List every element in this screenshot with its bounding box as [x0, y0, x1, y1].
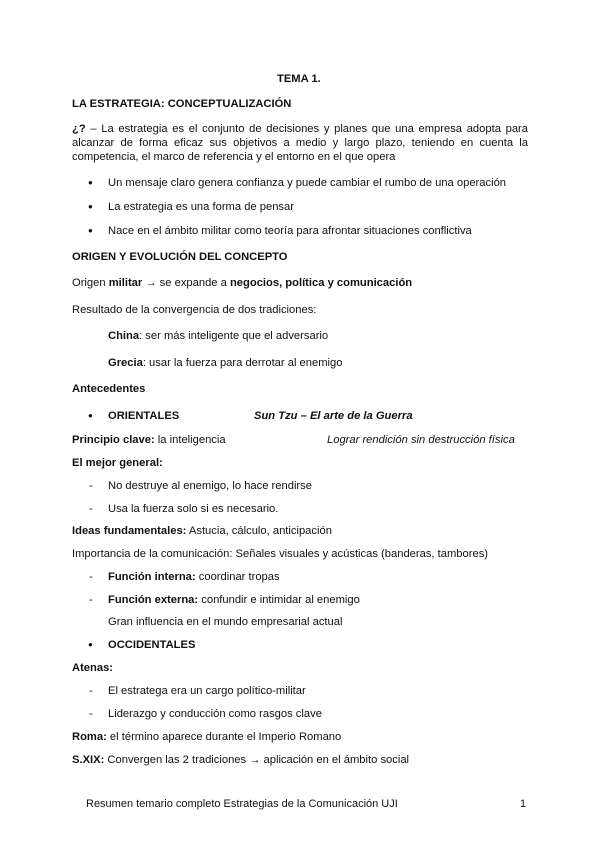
convergence-text: Resultado de la convergencia de dos tradiciones:	[72, 304, 317, 316]
page-number: 1	[520, 798, 527, 810]
definition-text: – La estrategia es el conjunto de decisiones y planes que una empresa adopta para alcanzar de forma eficaz sus objetivos a medio y largo plazo, teniendo en cuenta la competencia, el marco de referencia y el entorno en el que opera	[72, 123, 528, 163]
origin-arrow-text: → se expande a	[142, 277, 230, 289]
page-title: TEMA 1.	[277, 73, 321, 85]
roma-label: Roma:	[72, 731, 107, 743]
china-label: China	[108, 330, 140, 342]
sun-tzu-reference: Sun Tzu – El arte de la Guerra	[254, 410, 413, 422]
occidentales-bullet: ● OCCIDENTALES	[108, 638, 195, 652]
definition-paragraph	[72, 122, 528, 164]
ideas-fundamentales	[72, 524, 332, 538]
origin-militar: militar	[108, 277, 143, 289]
dash-item: - Usa la fuerza solo si es necesario.	[108, 502, 278, 516]
china-text: : ser más inteligente que el adversario	[139, 330, 329, 342]
origin-text: Origen	[72, 277, 109, 289]
question-mark: ¿?	[72, 123, 86, 135]
bullet-item: ● La estrategia es una forma de pensar	[108, 200, 294, 214]
principio-clave	[72, 433, 226, 447]
funcion-externa-text: confundir e intimidar al enemigo	[198, 594, 360, 606]
bullet-item: ● Nace en el ámbito militar como teoría para afrontar situaciones conflictiva	[108, 224, 472, 238]
footer-text: Resumen temario completo Estrategias de la Comunicación UJI	[86, 798, 398, 810]
ideas-text: Astucia, cálculo, anticipación	[186, 525, 332, 537]
funcion-externa	[108, 593, 360, 607]
funcion-interna-text: coordinar tropas	[195, 571, 280, 583]
ideas-label: Ideas fundamentales:	[72, 525, 187, 537]
origin-fields: negocios, política y comunicación	[229, 277, 413, 289]
origin-line	[72, 276, 412, 290]
sxix-text: Convergen las 2 tradiciones → aplicación en el ámbito social	[104, 754, 410, 766]
grecia-label: Grecia	[108, 357, 143, 369]
funcion-interna	[108, 570, 280, 584]
dash-item: - Liderazgo y conducción como rasgos clave	[108, 707, 322, 721]
roma-text: el término aparece durante el Imperio Romano	[106, 731, 342, 743]
antecedentes-heading: Antecedentes	[72, 383, 146, 395]
atenas-heading: Atenas:	[72, 662, 114, 674]
importancia-comunicacion: Importancia de la comunicación: Señales visuales y acústicas (banderas, tambores)	[72, 548, 489, 560]
funcion-externa-label: Función externa:	[108, 594, 199, 606]
orientales-bullet: ● ORIENTALES	[108, 409, 179, 423]
mejor-general-heading: El mejor general:	[72, 457, 163, 469]
funcion-interna-label: Función interna:	[108, 571, 196, 583]
roma-line	[72, 730, 341, 744]
principio-text: la inteligencia	[154, 434, 226, 446]
sxix-label: S.XIX:	[72, 754, 105, 766]
dash-item: - El estratega era un cargo político-militar	[108, 684, 306, 698]
section-heading-estrategia: LA ESTRATEGIA: CONCEPTUALIZACIÓN	[72, 98, 292, 110]
principio-label: Principio clave:	[72, 434, 155, 446]
gran-influencia: Gran influencia en el mundo empresarial actual	[108, 616, 343, 628]
tradition-china	[108, 329, 328, 343]
grecia-text: : usar la fuerza para derrotar al enemigo	[142, 357, 343, 369]
section-heading-origen: ORIGEN Y EVOLUCIÓN DEL CONCEPTO	[72, 251, 288, 263]
sxix-line	[72, 753, 409, 767]
dash-item: - No destruye al enemigo, lo hace rendirse	[108, 479, 312, 493]
bullet-item: ● Un mensaje claro genera confianza y puede cambiar el rumbo de una operación	[108, 176, 506, 190]
tradition-grecia	[108, 356, 342, 370]
lograr-rendicion: Lograr rendición sin destrucción física	[327, 434, 515, 446]
